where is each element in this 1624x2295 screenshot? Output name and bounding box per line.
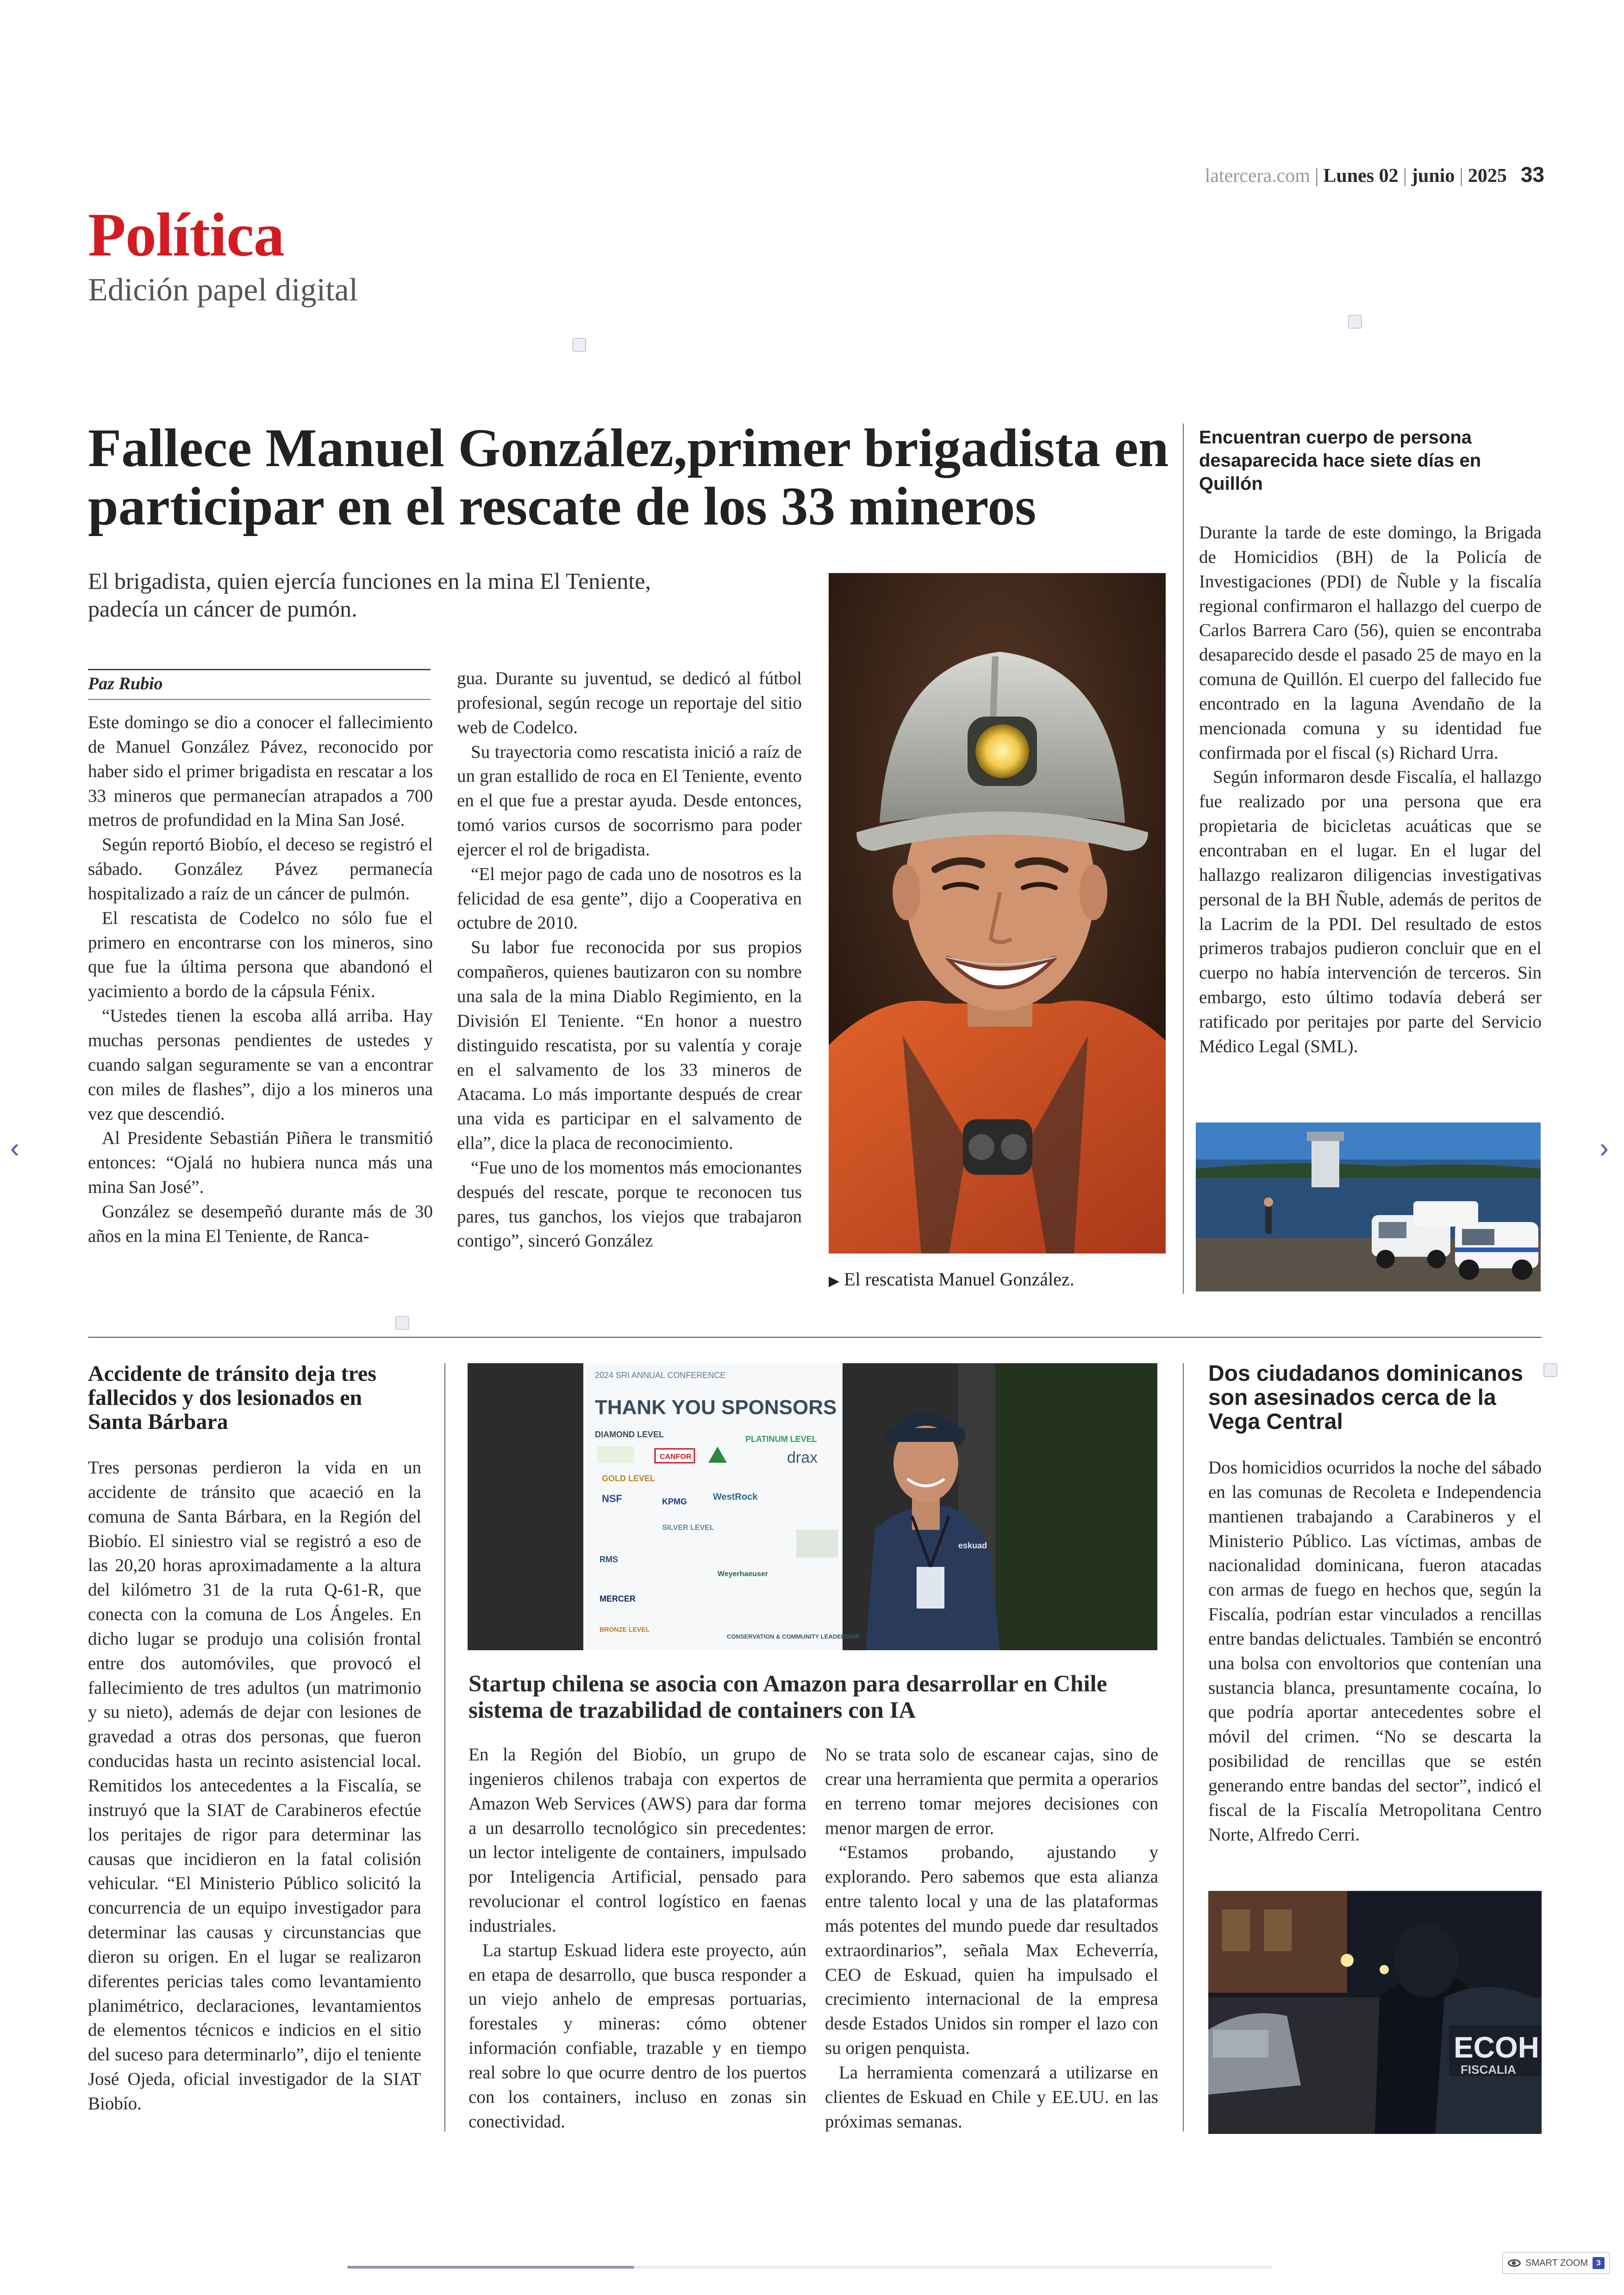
paragraph: “Ustedes tienen la escoba allá arriba. Hay muchas personas pendientes de ustedes y cuando salgan seguramente se van a encontrar con miles de flashes”, dijo a los mineros una vez que descendió.	[88, 1006, 433, 1124]
caption-arrow-icon: ▶	[829, 1273, 840, 1289]
paragraph: No se trata solo de escanear cajas, sino de crear una herramienta que permita a operarios en terreno tomar mejores decisiones con menor margen de error.	[825, 1745, 1158, 1838]
paragraph: En la Región del Biobío, un grupo de ingenieros chilenos trabaja con expertos de Amazon Web Services (AWS) para dar forma a un desarrollo tecnológico sin precedentes: un lector inteligente de containers, impulsado por Inteligencia Artificial, pensado para revolucionar el control logístico en faenas industriales.	[468, 1745, 806, 1936]
bottom-right-headline: Dos ciudadanos dominicanos son asesinados cerca de la Vega Central	[1208, 1361, 1524, 1434]
rescuer-photo[interactable]	[829, 573, 1166, 1254]
paragraph: El rescatista de Codelco no sólo fue el primero en encontrarse con los mineros, sino que fue la última persona que abandonó el yacimiento a bordo de la cápsula Fénix.	[88, 908, 433, 1002]
smart-zoom-button[interactable]	[1502, 2252, 1610, 2274]
folio-month: junio	[1412, 165, 1455, 187]
lake-illustration	[1196, 1123, 1541, 1291]
banner-silver: SILVER LEVEL	[662, 1524, 714, 1532]
lake-scene-photo[interactable]	[1196, 1123, 1541, 1291]
sponsor-banner-illustration	[468, 1363, 1157, 1650]
logo-kpmg: KPMG	[662, 1497, 687, 1506]
hotspot-marker[interactable]	[395, 1316, 409, 1330]
banner-conservation: CONSERVATION & COMMUNITY LEADERSHIP	[727, 1633, 860, 1640]
paragraph: González se desempeñó durante más de 30 años en la mina El Teniente, de Ranca-	[88, 1201, 433, 1246]
paragraph: Tres personas perdieron la vida en un accidente de tránsito que acaeció en la comuna de Santa Bárbara, en la Región del Biobío. El siniestro vial se registró a eso de las 20,20 horas aproximadamente a la altura del kilómetro 31 de la ruta Q-61-R, que conecta con la comuna de Los Ángeles. En dicho lugar se produjo una colisión frontal entre dos automóviles, que provocó el fallecimiento de tres adultos (un matrimonio y su nieto), además de dejar con lesiones de gravedad a otras dos personas, que fueron conducidas hasta un recinto asistencial local. Remitidos los antecedentes a la Fiscalía, se instruyó que la SIAT de Carabineros efectúe los peritajes de rigor para determinar las causas que incidieron en la fatal colisión vehicular. “El Ministerio Público solicitó la concurrencia de un equipo investigador para determinar las causas y circunstancias que dieron su origen. En el lugar se realizaron diferentes pericias tales como levantamiento planimétrico, declaraciones, levantamientos de elementos técnicos e indicios en el sitio del suceso para determinarlo”, dijo el teniente José Ojeda, oficial investigador de la SIAT Biobío.	[88, 1458, 421, 2114]
paragraph: La startup Eskuad lidera este proyecto, aún en etapa de desarrollo, que busca responder a un viejo anhelo de empresas portuarias, forestales y mineras: cómo obtener información confiable, trazable y en tiempo real sobre lo que ocurre dentro de los puertos con los containers, incluso en zonas sin conectividad.	[468, 1940, 806, 2132]
paragraph: Su labor fue reconocida por sus propios compañeros, quienes bautizaron con su nombre una sala de la mina Diablo Regimiento, en la División El Teniente. “En honor a nuestro distinguido rescatista, por su valentía y coraje en el salvamento de los 33 mineros de Atacama. Lo más importante después de crear una vida es participar en el salvamento de ella”, dice la placa de reconocimiento.	[457, 937, 802, 1154]
bottom-center-column-2	[825, 1743, 1158, 2132]
banner-platinum: PLATINUM LEVEL	[745, 1434, 817, 1444]
page-folio: latercera.com | Lunes 02 | junio | 2025 33	[1205, 162, 1544, 187]
paragraph: Según reportó Biobío, el deceso se registró el sábado. González Pávez permanecía hospitalizado a raíz de un cáncer de pulmón.	[88, 835, 433, 904]
paragraph: Durante la tarde de este domingo, la Brigada de Homicidios (BH) de la Policía de Investigaciones (PDI) de Ñuble y la fiscalía regional confirmaron el hallazgo del cuerpo de Carlos Barrera Caro (56), quien se encontraba desaparecido desde el pasado 25 de mayo en la comuna de Quillón. El cuerpo del fallecido fue encontrado en la laguna Avendaño de la mencionada comuna y su identidad fue confirmada por el fiscal (s) Richard Urra.	[1199, 523, 1542, 763]
page-scrollbar-thumb[interactable]	[347, 2266, 634, 2269]
sidebar-body	[1199, 521, 1542, 1099]
shirt-brand: eskuad	[958, 1541, 987, 1550]
logo-weyerhaeuser: Weyerhaeuser	[718, 1570, 768, 1578]
folio-year: 2025	[1468, 165, 1507, 187]
sponsor-photo[interactable]	[468, 1363, 1157, 1650]
paragraph: gua. Durante su juventud, se dedicó al fútbol profesional, según recoge un reportaje del sitio web de Codelco.	[457, 668, 802, 737]
logo-rms: RMS	[600, 1555, 618, 1564]
page-number: 33	[1520, 162, 1544, 187]
column-divider	[444, 1363, 445, 2132]
vest-text: ECOH	[1454, 2031, 1539, 2064]
caption-text: El rescatista Manuel González.	[844, 1269, 1074, 1290]
banner-bronze: BRONZE LEVEL	[600, 1626, 650, 1633]
byline-rule	[88, 699, 431, 700]
banner-diamond: DIAMOND LEVEL	[595, 1430, 664, 1439]
paragraph: “Estamos probando, ajustando y explorando. Pero sabemos que esta alianza entre talento local y una de las plataformas más potentes del mundo puede dar resultados extraordinarios”, señala Max Echeverría, CEO de Eskuad, quien ha impulsado el crecimiento internacional de la empresa desde Estados Unidos sin romper el lazo con su origen penquista.	[825, 1842, 1158, 2058]
hotspot-marker[interactable]	[1348, 315, 1362, 329]
main-deck: El brigadista, quien ejercía funciones en la mina El Teniente, padecía un cáncer de pumón.	[88, 568, 651, 622]
crime-scene-photo[interactable]	[1208, 1891, 1542, 2134]
smart-zoom-label: SMART ZOOM	[1525, 2258, 1588, 2268]
hotspot-marker[interactable]	[572, 338, 586, 352]
banner-gold: GOLD LEVEL	[602, 1474, 656, 1483]
section-divider	[88, 1337, 1542, 1338]
next-page-icon[interactable]: ›	[1599, 1132, 1609, 1163]
folio-day: Lunes 02	[1323, 165, 1399, 187]
paragraph: “El mejor pago de cada uno de nosotros es la felicidad de esa gente”, dijo a Cooperativa en octubre de 2010.	[457, 864, 802, 933]
paragraph: Al Presidente Sebastián Piñera le transmitió entonces: “Ojalá no hubiera nunca más una mina San José”.	[88, 1128, 433, 1197]
byline: Paz Rubio	[88, 674, 163, 693]
paragraph: “Fue uno de los momentos más emocionantes después del rescate, porque te reconocen tus pares, tus ganchos, los viejos que trabajaron contigo”, sinceró González	[457, 1157, 802, 1251]
paragraph: Según informaron desde Fiscalía, el hallazgo fue realizado por una persona que era propietaria de bicicletas acuáticas que se encontraban en el lugar. En el lugar del hallazgo realizaron diligencias investigativas personal de la BH Ñuble, además de peritos de la Lacrim de la PDI. Del resultado de estos primeros trabajos pudieron concluir que en el cuerpo no había intervención de terceros. Sin embargo, esto último todavía deberá ser ratificado por peritajes por parte del Servicio Médico Legal (SML).	[1199, 767, 1542, 1056]
eye-icon	[1508, 2259, 1521, 2267]
zoom-badge: 3	[1593, 2257, 1605, 2269]
bottom-center-headline: Startup chilena se asocia con Amazon para desarrollar en Chile sistema de trazabilidad de containers con IA	[468, 1671, 1107, 1724]
paragraph: Este domingo se dio a conocer el fallecimiento de Manuel González Pávez, reconocido por haber sido el primer brigadista en rescatar a los 33 mineros que permanecían atrapados a 700 metros de profundidad en la Mina San José.	[88, 712, 433, 830]
site-name[interactable]: latercera.com	[1205, 165, 1310, 187]
paragraph: La herramienta comenzará a utilizarse en clientes de Eskuad en Chile y EE.UU. en las próximas semanas.	[825, 2062, 1158, 2132]
column-divider	[1183, 1363, 1184, 2132]
logo-nsf: NSF	[602, 1493, 622, 1504]
prev-page-icon[interactable]: ‹	[10, 1132, 19, 1163]
section-title: Política	[88, 200, 284, 269]
bottom-left-headline: Accidente de tránsito deja tres fallecidos y dos lesionados en Santa Bárbara	[88, 1361, 376, 1434]
paragraph: Su trayectoria como rescatista inició a raíz de un gran estallido de roca en El Teniente, evento en el que fue a prestar ayuda. Desde entonces, tomó varios cursos de socorrismo para poder ejercer el rol de brigadista.	[457, 742, 802, 860]
bottom-right-body	[1208, 1456, 1542, 1872]
sidebar-headline: Encuentran cuerpo de persona desaparecida hace siete días en Quillón	[1199, 427, 1481, 494]
edition-label: Edición papel digital	[88, 272, 358, 308]
bottom-left-body	[88, 1456, 421, 2132]
logo-canfor: CANFOR	[660, 1453, 692, 1461]
banner-title: THANK YOU SPONSORS	[595, 1396, 837, 1419]
column-divider	[1183, 424, 1184, 1294]
vest-subtext: FISCALIA	[1461, 2063, 1516, 2077]
banner-top: 2024 SRI ANNUAL CONFERENCE	[595, 1371, 726, 1380]
main-headline: Fallece Manuel González,primer brigadista en participar en el rescate de los 33 mineros	[88, 418, 1169, 537]
logo-mercer: MERCER	[600, 1594, 636, 1603]
main-story-column-2	[457, 667, 802, 1289]
rescuer-illustration	[829, 573, 1166, 1254]
bottom-center-column-1	[468, 1743, 806, 2132]
photo-caption	[829, 1268, 1074, 1290]
logo-westrock: WestRock	[713, 1492, 758, 1502]
byline-rule	[88, 669, 431, 670]
paragraph: Dos homicidios ocurridos la noche del sábado en las comunas de Recoleta e Independencia mantienen trabajando a Carabineros y el Ministerio Público. Las víctimas, ambas de nacionalidad dominicana, fueron atacadas con armas de fuego en hechos que, según la Fiscalía, podrían estar vinculados a rencillas entre bandas delictuales. También se encontró una bolsa con envoltorios que contenían una sustancia blanca, presuntamente cocaína, lo que podría aportar antecedentes sobre el móvil del crimen. “No se descarta la posibilidad de rencillas que se estén generando entre bandas del sector”, indicó el fiscal de la Fiscalía Metropolitana Centro Norte, Alfredo Cerri.	[1208, 1458, 1542, 1845]
crime-scene-illustration	[1208, 1891, 1542, 2134]
logo-drax: drax	[787, 1449, 818, 1466]
hotspot-marker[interactable]	[1543, 1363, 1557, 1377]
main-story-column-1	[88, 711, 433, 1289]
